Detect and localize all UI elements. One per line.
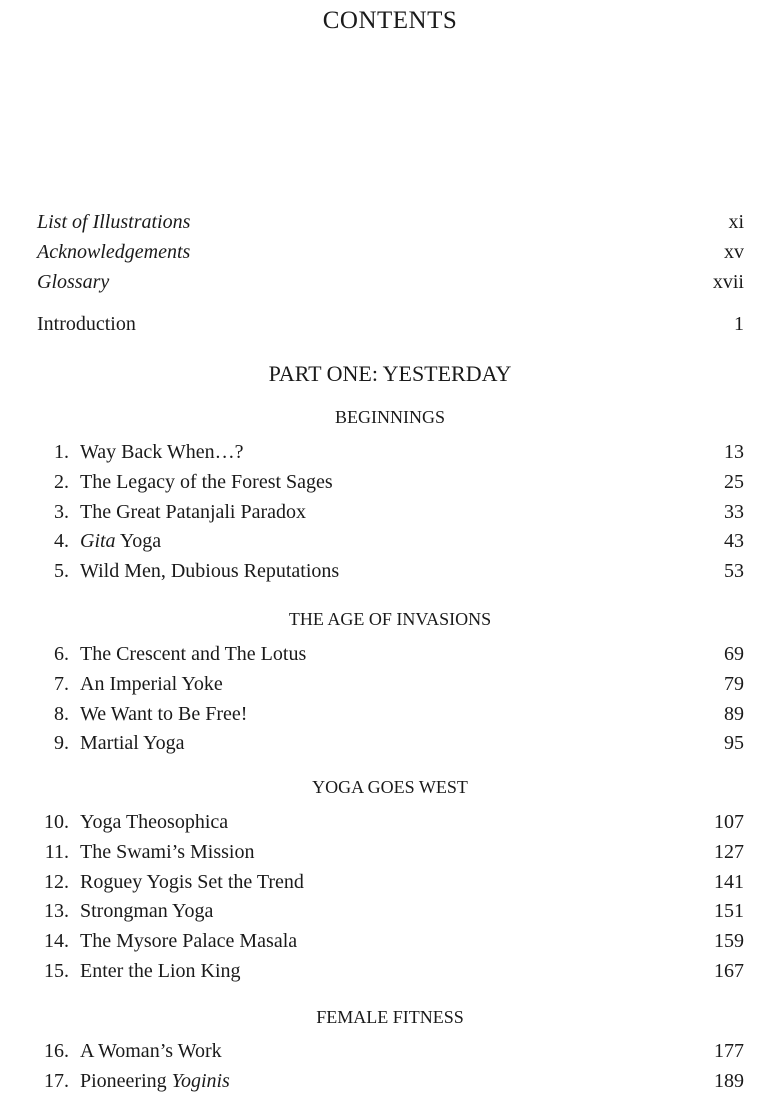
chapter-number: 5. (54, 560, 69, 583)
chapter-number: 1. (54, 441, 69, 463)
chapter-number: 10. (44, 811, 69, 833)
toc-entry (0, 314, 780, 338)
chapter-title: Gita Yoga (80, 530, 162, 553)
chapter-page: 53 (724, 560, 744, 583)
chapter-title: We Want to Be Free! (80, 702, 248, 725)
chapter-entry (0, 901, 780, 925)
toc-entry (0, 272, 780, 296)
chapter-entry (0, 812, 780, 836)
chapter-number: 13. (44, 900, 69, 923)
entry-page: xvii (712, 271, 744, 293)
entry-title: Glossary (37, 271, 110, 293)
chapter-number: 15. (44, 960, 69, 982)
chapter-title-italic: Yoginis (171, 1069, 230, 1092)
chapter-number: 14. (44, 930, 69, 953)
chapter-page: 141 (714, 870, 744, 893)
section-heading: BEGINNINGS (335, 407, 445, 427)
chapter-entry (0, 842, 780, 866)
chapter-number: 6. (54, 643, 69, 665)
chapter-title: The Great Patanjali Paradox (80, 500, 307, 523)
chapter-page: 151 (714, 900, 744, 923)
chapter-title: Yoga Theosophica (80, 811, 229, 833)
section-heading: YOGA GOES WEST (312, 777, 468, 797)
chapter-page: 177 (714, 1040, 744, 1062)
chapter-page: 43 (724, 530, 744, 553)
entry-title: Introduction (37, 313, 136, 335)
entry-title: List of Illustrations (37, 211, 191, 233)
chapter-title: The Swami’s Mission (80, 840, 255, 863)
chapter-number: 7. (54, 672, 69, 695)
chapter-entry (0, 733, 780, 757)
chapter-title: The Mysore Palace Masala (80, 930, 298, 953)
chapter-number: 17. (44, 1069, 69, 1092)
chapter-page: 89 (724, 702, 744, 725)
entry-page: 1 (734, 313, 744, 335)
chapter-title: An Imperial Yoke (80, 672, 223, 695)
entry-page: xi (728, 211, 744, 233)
part-heading: PART ONE: YESTERDAY (268, 361, 512, 386)
chapter-entry (0, 1071, 780, 1095)
chapter-number: 16. (44, 1040, 69, 1062)
chapter-entry (0, 442, 780, 466)
chapter-page: 33 (724, 500, 744, 523)
chapter-number: 12. (44, 870, 69, 893)
chapter-number: 3. (54, 500, 69, 523)
chapter-entry (0, 872, 780, 896)
chapter-page: 95 (724, 732, 744, 755)
toc-entry (0, 212, 780, 236)
chapter-entry (0, 531, 780, 555)
section-heading: FEMALE FITNESS (316, 1007, 464, 1027)
chapter-entry (0, 561, 780, 585)
chapter-number: 11. (44, 840, 69, 863)
chapter-page: 189 (714, 1069, 744, 1092)
chapter-title: A Woman’s Work (80, 1040, 222, 1062)
chapter-page: 127 (714, 840, 744, 863)
chapter-entry (0, 644, 780, 668)
entry-page: xv (724, 241, 744, 263)
chapter-number: 2. (54, 470, 69, 493)
chapter-page: 167 (714, 960, 744, 982)
toc-entry (0, 242, 780, 266)
chapter-page: 107 (714, 811, 744, 833)
chapter-page: 25 (724, 470, 744, 493)
chapter-title: Strongman Yoga (80, 900, 214, 923)
chapter-entry (0, 674, 780, 698)
chapter-title: Wild Men, Dubious Reputations (80, 560, 340, 583)
chapter-page: 69 (724, 643, 744, 665)
chapter-number: 8. (54, 702, 69, 725)
chapter-entry (0, 704, 780, 728)
entry-title: Acknowledgements (37, 241, 191, 263)
chapter-entry (0, 502, 780, 526)
chapter-title: Way Back When…? (80, 441, 244, 463)
chapter-page: 79 (724, 672, 744, 695)
chapter-title: Enter the Lion King (80, 960, 241, 982)
section-heading: THE AGE OF INVASIONS (288, 609, 492, 629)
chapter-number: 9. (54, 732, 69, 755)
chapter-entry (0, 931, 780, 955)
chapter-title: Martial Yoga (80, 732, 185, 755)
page-title: CONTENTS (322, 7, 458, 34)
chapter-page: 159 (714, 930, 744, 953)
chapter-entry (0, 472, 780, 496)
chapter-title-italic: Gita (80, 530, 116, 553)
chapter-title: The Legacy of the Forest Sages (80, 470, 333, 493)
chapter-number: 4. (54, 530, 69, 553)
chapter-title: Pioneering Yoginis (80, 1069, 230, 1092)
chapter-entry (0, 1041, 780, 1065)
chapter-page: 13 (724, 441, 744, 463)
chapter-entry (0, 961, 780, 985)
chapter-title: Roguey Yogis Set the Trend (80, 870, 304, 893)
chapter-title: The Crescent and The Lotus (80, 643, 307, 665)
